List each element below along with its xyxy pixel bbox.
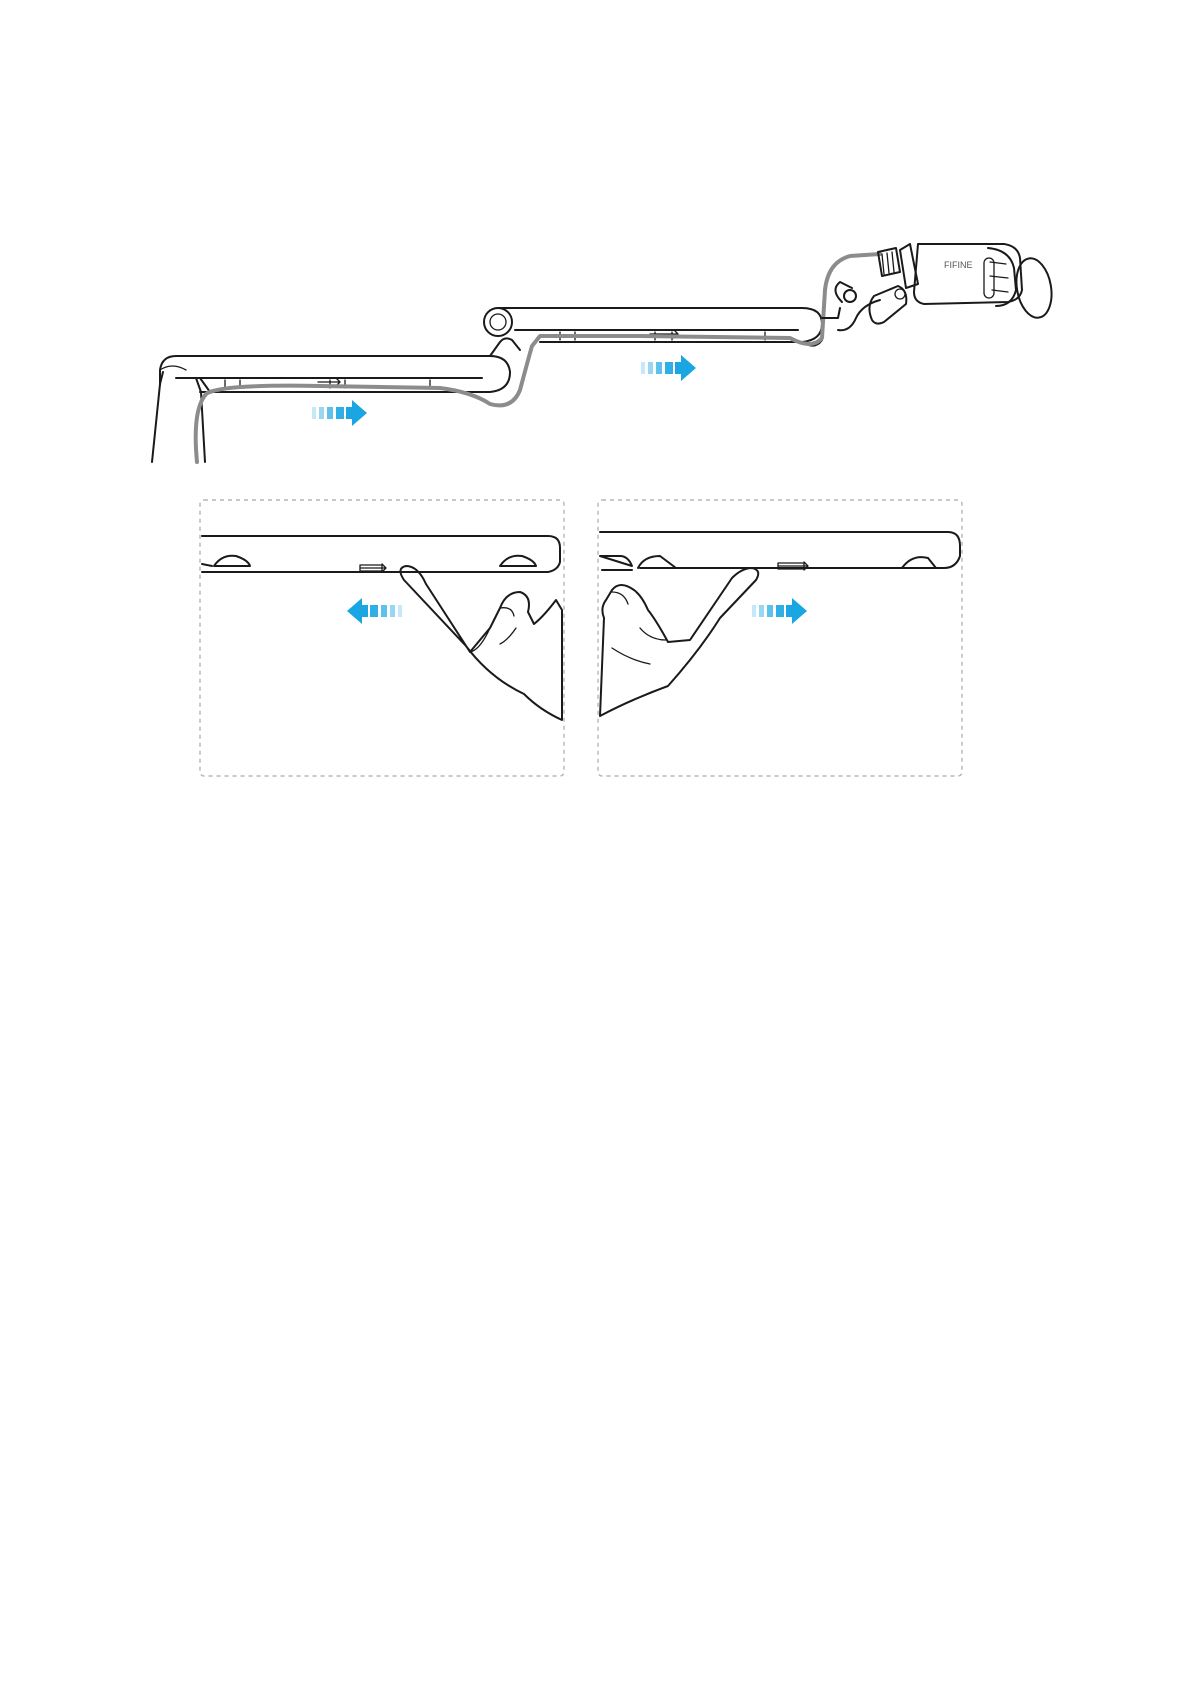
boom-arm-diagram bbox=[152, 244, 1056, 462]
slide-arrow-upper bbox=[641, 355, 696, 381]
microphone bbox=[878, 244, 1056, 320]
elbow-joint bbox=[484, 308, 520, 356]
hand-right bbox=[600, 568, 758, 716]
upper-arm bbox=[498, 308, 822, 346]
boom-base bbox=[152, 372, 163, 462]
slide-arrow-right bbox=[752, 598, 807, 624]
slide-arrow-left bbox=[347, 598, 402, 624]
mic-logo-text: FIFINE bbox=[944, 260, 973, 270]
panel-right bbox=[598, 500, 962, 776]
panel-left bbox=[200, 500, 564, 776]
cable bbox=[196, 254, 880, 462]
shock-mount bbox=[822, 282, 906, 330]
slide-arrow-lower bbox=[312, 400, 367, 426]
